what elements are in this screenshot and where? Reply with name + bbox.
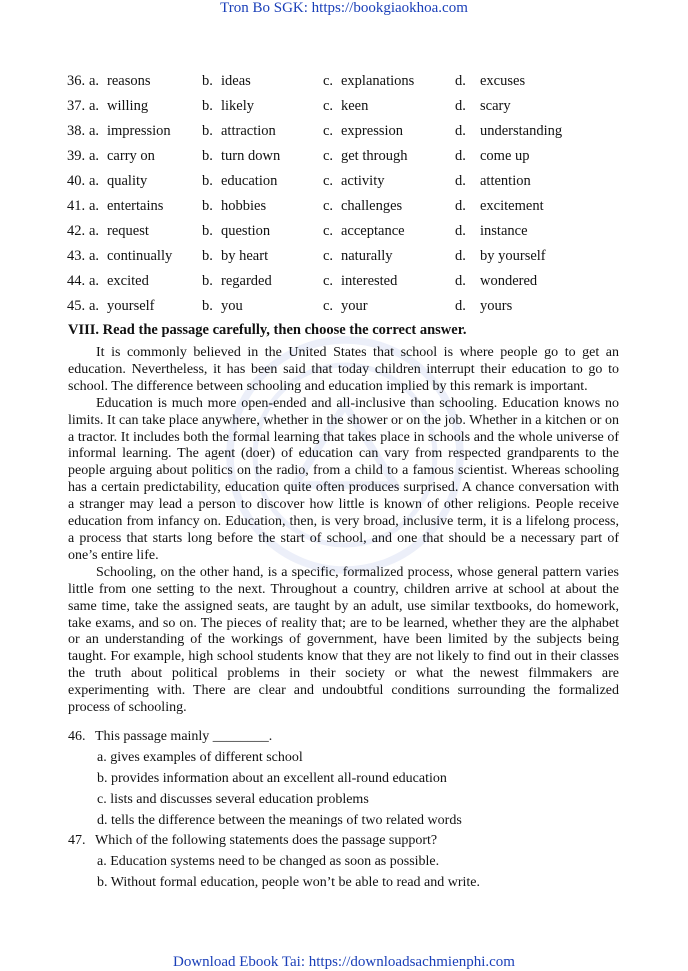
- option-letter-c: c.: [323, 223, 334, 239]
- option-b-text[interactable]: hobbies: [221, 198, 267, 214]
- answer-option-a[interactable]: a. gives examples of different school: [97, 750, 303, 765]
- mcq-row: [67, 171, 627, 196]
- reading-passage: [68, 345, 619, 717]
- option-letter-d: d.: [455, 273, 466, 289]
- option-letter-b: b.: [202, 123, 213, 139]
- option-letter-a: a.: [89, 198, 100, 214]
- option-b-text[interactable]: likely: [221, 98, 255, 114]
- option-d-text[interactable]: scary: [480, 98, 511, 114]
- option-letter-b: b.: [202, 73, 213, 89]
- option-a-text[interactable]: willing: [107, 98, 149, 114]
- option-letter-a: a.: [89, 73, 100, 89]
- option-letter-c: c.: [323, 198, 334, 214]
- option-letter-b: b.: [202, 198, 213, 214]
- mcq-row: [67, 71, 627, 96]
- question-stem: Which of the following statements does the passage support?: [95, 833, 438, 848]
- option-d-text[interactable]: come up: [480, 148, 530, 164]
- option-a-text[interactable]: request: [107, 223, 149, 239]
- answer-option-b[interactable]: b. Without formal education, people won’t be able to read and write.: [97, 875, 481, 890]
- option-b-text[interactable]: turn down: [221, 148, 281, 164]
- option-letter-b: b.: [202, 173, 213, 189]
- option-letter-c: c.: [323, 298, 334, 314]
- option-letter-b: b.: [202, 273, 213, 289]
- option-c-text[interactable]: acceptance: [341, 223, 405, 239]
- option-a-text[interactable]: excited: [107, 273, 149, 289]
- option-c-text[interactable]: keen: [341, 98, 369, 114]
- option-letter-d: d.: [455, 98, 466, 114]
- option-letter-a: a.: [89, 98, 100, 114]
- answer-option-a[interactable]: a. Education systems need to be changed as soon as possible.: [97, 854, 440, 869]
- passage-paragraph: Schooling, on the other hand, is a specific, formalized process, whose general pattern varies little from one setting to the next. Throughout a country, children arrive at school at about the same time, take the assigned seats, are taught by an adult, use similar textbooks, do homework, take exams, and so on. The pieces of reality that; are to be learned, whether they are the alphabet or an understanding of the workings of government, have been limited by the subjects being taught. For example, high school students know that they are not likely to find out in their classes the truth about political problems in their society or what the newest filmmakers are experimenting with. There are clear and undoubtful conditions surrounding the formalized process of schooling.: [68, 564, 619, 716]
- option-c-text[interactable]: naturally: [341, 248, 393, 264]
- option-letter-b: b.: [202, 223, 213, 239]
- option-d-text[interactable]: instance: [480, 223, 528, 239]
- option-d-text[interactable]: by yourself: [480, 248, 546, 264]
- option-letter-c: c.: [323, 73, 334, 89]
- header-source-link[interactable]: Tron Bo SGK: https://bookgiaokhoa.com: [220, 0, 468, 16]
- option-letter-c: c.: [323, 248, 334, 264]
- option-letter-d: d.: [455, 173, 466, 189]
- option-b-text[interactable]: you: [221, 298, 243, 314]
- option-letter-d: d.: [455, 223, 466, 239]
- option-c-text[interactable]: expression: [341, 123, 404, 139]
- option-letter-a: a.: [89, 273, 100, 289]
- passage-paragraph: It is commonly believed in the United States that school is where people go to get an education. Nevertheless, it has been said that today children interrupt their education to go to school. The difference between schooling and education implied by this remark is important.: [68, 345, 619, 394]
- option-c-text[interactable]: activity: [341, 173, 385, 189]
- option-letter-c: c.: [323, 148, 334, 164]
- mcq-row: [67, 96, 627, 121]
- option-c-text[interactable]: your: [341, 298, 368, 314]
- mcq-row: [67, 221, 627, 246]
- passage-paragraph: Education is much more open-ended and all-inclusive than schooling. Education knows no limits. It can take place anywhere, whether in the shower or on the job. Whether in a kitchen or on a tractor. It includes both the formal learning that takes place in schools and the whole universe of informal learning. The agent (doer) of education can vary from respected grandparents to the people arguing about politics on the radio, from a child to a famous scientist. Whereas schooling has a certain predictability, education quite often produces surprised. A chance conversation with a stranger may lead a person to discover how little is known of other religions. People receive education from infancy on. Education, then, is very broad, inclusive term, it is a lifelong process, a process that starts long before the start of school, and one that should be a necessary part of one’s entire life.: [68, 395, 619, 563]
- option-letter-b: b.: [202, 248, 213, 264]
- option-letter-d: d.: [455, 298, 466, 314]
- option-d-text[interactable]: understanding: [480, 123, 563, 139]
- section-title: VIII. Read the passage carefully, then choose the correct answer.: [68, 322, 467, 338]
- option-letter-d: d.: [455, 148, 466, 164]
- question-46: [68, 727, 628, 831]
- option-b-text[interactable]: attraction: [221, 123, 276, 139]
- answer-option-d[interactable]: d. tells the difference between the meanings of two related words: [97, 813, 462, 828]
- option-a-text[interactable]: impression: [107, 123, 171, 139]
- option-c-text[interactable]: challenges: [341, 198, 403, 214]
- option-letter-a: a.: [89, 298, 100, 314]
- question-number: 47.: [68, 833, 86, 848]
- mcq-row: [67, 146, 627, 171]
- option-c-text[interactable]: get through: [341, 148, 408, 164]
- question-number: 45.: [67, 298, 86, 314]
- option-a-text[interactable]: quality: [107, 173, 148, 189]
- option-c-text[interactable]: explanations: [341, 73, 415, 89]
- question-number: 38.: [67, 123, 86, 139]
- question-number: 39.: [67, 148, 86, 164]
- option-d-text[interactable]: wondered: [480, 273, 538, 289]
- option-letter-c: c.: [323, 98, 334, 114]
- option-d-text[interactable]: excitement: [480, 198, 544, 214]
- option-d-text[interactable]: yours: [480, 298, 513, 314]
- option-letter-d: d.: [455, 248, 466, 264]
- option-a-text[interactable]: reasons: [107, 73, 151, 89]
- question-47: [68, 831, 628, 893]
- question-number: 43.: [67, 248, 86, 264]
- option-b-text[interactable]: ideas: [221, 73, 251, 89]
- answer-option-b[interactable]: b. provides information about an excellent all-round education: [97, 771, 447, 786]
- question-number: 36.: [67, 73, 86, 89]
- option-b-text[interactable]: by heart: [221, 248, 269, 264]
- option-b-text[interactable]: education: [221, 173, 278, 189]
- question-number: 44.: [67, 273, 86, 289]
- option-letter-d: d.: [455, 198, 466, 214]
- option-a-text[interactable]: entertains: [107, 198, 164, 214]
- option-a-text[interactable]: continually: [107, 248, 173, 264]
- option-letter-c: c.: [323, 123, 334, 139]
- option-a-text[interactable]: yourself: [107, 298, 155, 314]
- option-b-text[interactable]: question: [221, 223, 271, 239]
- option-letter-c: c.: [323, 273, 334, 289]
- option-letter-a: a.: [89, 173, 100, 189]
- question-number: 46.: [68, 729, 86, 744]
- mcq-row: [67, 246, 627, 271]
- option-letter-d: d.: [455, 73, 466, 89]
- answer-option-c[interactable]: c. lists and discusses several education problems: [97, 792, 369, 807]
- option-letter-b: b.: [202, 298, 213, 314]
- option-b-text[interactable]: regarded: [221, 273, 272, 289]
- question-number: 41.: [67, 198, 86, 214]
- footer-download-link[interactable]: Download Ebook Tai: https://downloadsachmienphi.com: [173, 954, 515, 970]
- option-letter-b: b.: [202, 148, 213, 164]
- option-d-text[interactable]: attention: [480, 173, 531, 189]
- option-letter-c: c.: [323, 173, 334, 189]
- mcq-row: [67, 271, 627, 296]
- mcq-row: [67, 121, 627, 146]
- option-letter-b: b.: [202, 98, 213, 114]
- mcq-row: [67, 196, 627, 221]
- option-letter-d: d.: [455, 123, 466, 139]
- option-a-text[interactable]: carry on: [107, 148, 155, 164]
- question-number: 42.: [67, 223, 86, 239]
- option-c-text[interactable]: interested: [341, 273, 398, 289]
- option-letter-a: a.: [89, 248, 100, 264]
- question-number: 37.: [67, 98, 86, 114]
- option-d-text[interactable]: excuses: [480, 73, 526, 89]
- option-letter-a: a.: [89, 123, 100, 139]
- question-number: 40.: [67, 173, 86, 189]
- mcq-row: [67, 296, 627, 321]
- option-letter-a: a.: [89, 223, 100, 239]
- option-letter-a: a.: [89, 148, 100, 164]
- mcq-options-table: [67, 71, 627, 321]
- question-stem: This passage mainly ________.: [95, 729, 273, 744]
